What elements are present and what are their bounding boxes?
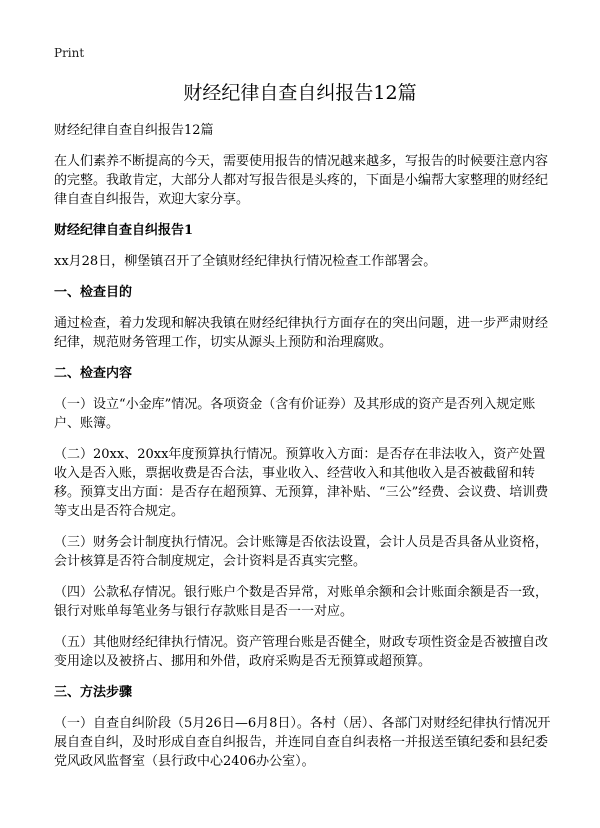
report-heading: 财经纪律自查自纠报告1 — [54, 223, 194, 238]
step-1-paragraph: （一）自查自纠阶段（5月26日—6月8日）。各村（居）、各部门对财经纪律执行情况开展自查自纠，及时形成自查自纠报告，并连同自查自纠表格一并报送至镇纪委和县纪委党风政风监督室（县行政中心2406办公室）。 — [54, 716, 551, 769]
meeting-paragraph: xx月28日，柳堡镇召开了全镇财经纪律执行情况检查工作部署会。 — [54, 254, 437, 269]
article-body — [54, 121, 554, 783]
document-title: 财经纪律自查自纠报告12篇 — [183, 82, 417, 104]
content-item-1: （一）设立“小金库”情况。各项资金（含有价证券）及其形成的资产是否列入规定账户、账簿。 — [54, 397, 536, 431]
print-link[interactable]: Print — [54, 46, 85, 60]
section-heading-steps: 三、方法步骤 — [54, 685, 133, 700]
article-subtitle: 财经纪律自查自纠报告12篇 — [54, 123, 214, 138]
content-item-3: （三）财务会计制度执行情况。会计账簿是否依法设置，会计人员是否具备从业资格，会计核算是否符合制度规定，会计资料是否真实完整。 — [54, 535, 549, 569]
content-item-4: （四）公款私存情况。银行账户个数是否异常，对账单余额和会计账面余额是否一致，银行对账单每笔业务与银行存款账目是否一一对应。 — [54, 585, 549, 619]
content-item-2: （二）20xx、20xx年度预算执行情况。预算收入方面：是否存在非法收入，资产处置收入是否入账，票据收费是否合法，事业收入、经营收入和其他收入是否被截留和转移。预算支出方面：是否存在超预算、无预算，津补贴、“三公”经费、会议费、培训费等支出是否符合规定。 — [54, 447, 549, 519]
section-heading-content: 二、检查内容 — [54, 366, 133, 381]
content-item-5: （五）其他财经纪律执行情况。资产管理台账是否健全，财政专项性资金是否被擅自改变用途以及被挤占、挪用和外借，政府采购是否无预算或超预算。 — [54, 635, 549, 669]
section-heading-purpose: 一、检查目的 — [54, 285, 133, 300]
intro-paragraph: 在人们素养不断提高的今天，需要使用报告的情况越来越多，写报告的时候要注意内容的完整。我敢肯定，大部分人都对写报告很是头疼的，下面是小编帮大家整理的财经纪律自查自纠报告，欢迎大家分享。 — [54, 154, 549, 207]
purpose-paragraph: 通过检查，着力发现和解决我镇在财经纪律执行方面存在的突出问题，进一步严肃财经纪律，规范财务管理工作，切实从源头上预防和治理腐败。 — [54, 316, 549, 350]
